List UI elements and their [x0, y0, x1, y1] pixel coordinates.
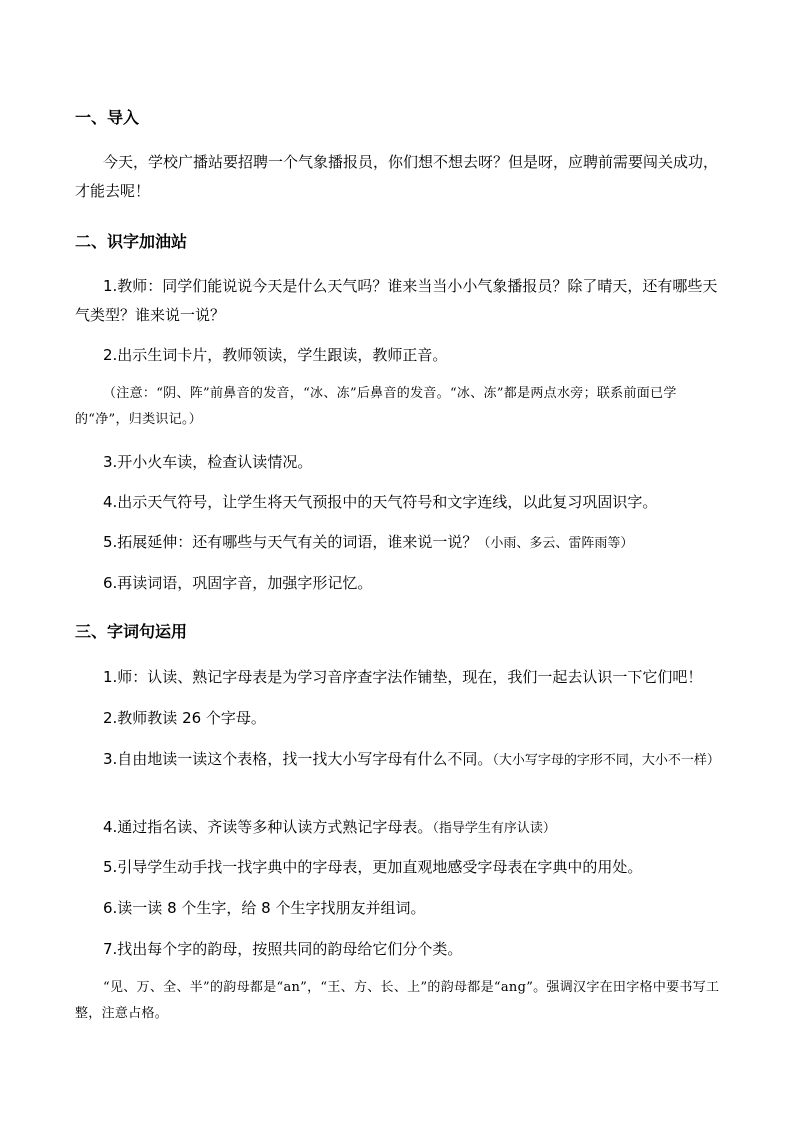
- literacy-step-5-text: 5.拓展延伸：还有哪些与天气有关的词语，谁来说一说？: [103, 533, 478, 551]
- literacy-step-5: [103, 528, 723, 558]
- usage-step-6: 6.读一读 8 个生字，给 8 个生字找朋友并组词。: [103, 899, 426, 917]
- literacy-step-6: 6.再读词语，巩固字音，加强字形记忆。: [103, 574, 373, 592]
- section-heading-intro: 一、导入: [75, 108, 140, 127]
- usage-step-4-text: 4.通过指名读、齐读等多种认读方式熟记字母表。: [103, 818, 433, 836]
- section-heading-literacy: 二、识字加油站: [75, 232, 188, 251]
- literacy-step-2: 2.出示生词卡片，教师领读，学生跟读，教师正音。: [103, 346, 448, 364]
- usage-step-7: 7.找出每个字的韵母，按照共同的韵母给它们分个类。: [103, 940, 463, 958]
- section-heading-word-usage: 三、字词句运用: [75, 622, 188, 641]
- usage-note: “见、万、全、半”的韵母都是“an”，“王、方、长、上”的韵母都是“ang”。强调汉字在田字格中要书写工整，注意占格。: [75, 980, 720, 1021]
- literacy-step-5-note: （小雨、多云、雷阵雨等）: [477, 536, 634, 551]
- usage-step-5: 5.引导学生动手找一找字典中的字母表，更加直观地感受字母表在字典中的用处。: [103, 858, 643, 876]
- usage-step-3: [75, 745, 723, 775]
- literacy-note: （注意：“阴、阵”前鼻音的发音，“冰、冻”后鼻音的发音。“冰、冻”都是两点水旁；联系前面已学的“净”，归类识记。）: [75, 386, 677, 427]
- literacy-step-1: 1.教师：同学们能说说今天是什么天气吗？谁来当当小小气象播报员？除了晴天，还有哪些天气类型？谁来说一说？: [75, 277, 718, 324]
- usage-step-3-note: （大小写字母的字形不同，大小不一样）: [492, 753, 720, 768]
- usage-step-2: 2.教师教读 26 个字母。: [103, 709, 266, 727]
- usage-step-1: 1.师：认读、熟记字母表是为学习音序查字法作铺垫，现在，我们一起去认识一下它们吧！: [103, 668, 703, 686]
- intro-paragraph: 今天，学校广播站要招聘一个气象播报员，你们想不想去呀？但是呀，应聘前需要闯关成功，才能去呢！: [75, 153, 719, 200]
- literacy-step-4: 4.出示天气符号，让学生将天气预报中的天气符号和文字连线，以此复习巩固识字。: [103, 493, 658, 511]
- usage-step-4-note: （指导学生有序认读）: [432, 821, 556, 836]
- usage-step-4: [103, 813, 723, 843]
- usage-step-3-text: 3.自由地读一读这个表格，找一找大小写字母有什么不同。: [103, 750, 493, 768]
- literacy-step-3: 3.开小火车读，检查认读情况。: [103, 453, 313, 471]
